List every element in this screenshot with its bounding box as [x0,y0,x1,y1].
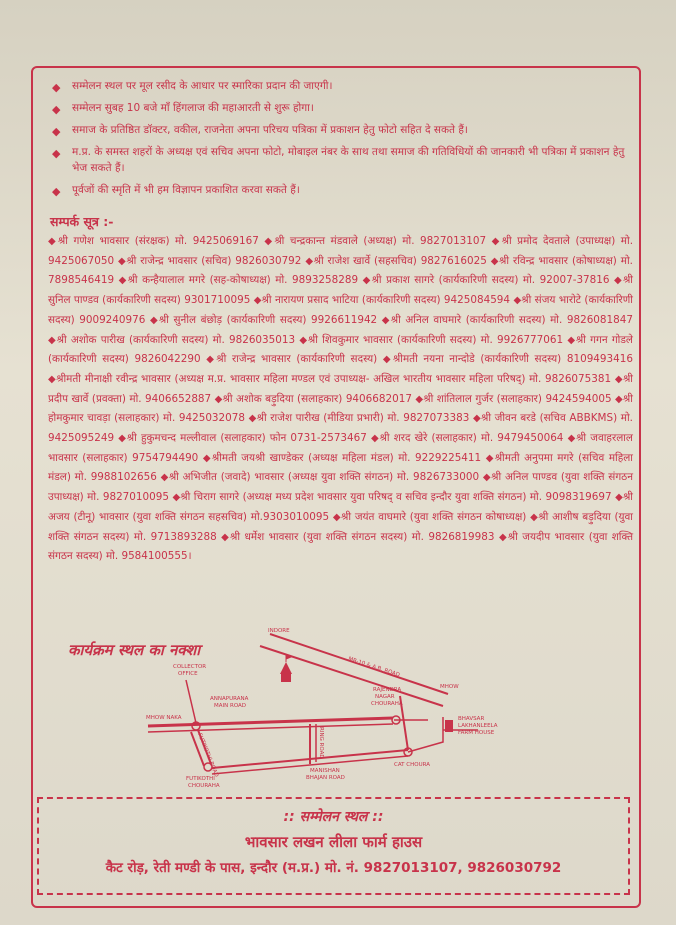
venue-name: भावसार लखन लीला फार्म हाउस [244,833,423,851]
diamond-bullet-icon: ◆ [48,373,57,385]
road-collector [186,680,196,723]
label-chouraha: CHOURAHA [371,701,403,707]
label-annapurna: ANNAPURANA [210,696,249,702]
contact-entry: श्री अनिल पाण्डव (युवा शक्ति संगठन उपाध्यक्ष) मो. 9827010095 [48,471,633,504]
contact-entry: श्री कन्हैयालाल मगरे (सह-कोषाध्यक्ष) मो. 9893258289 [127,274,359,287]
diamond-bullet-icon: ◆ [382,354,393,366]
label-bhavsar: BHAVSAR [458,716,485,722]
road-cat-farm [408,717,443,752]
contact-entry: श्री गगन गोडले (कार्यकारिणी सदस्य) 9826042290 [48,333,633,366]
diamond-bullet-icon: ◆ [490,255,500,267]
diamond-bullet-icon: ◆ [381,314,391,326]
contact-entry: श्री शरद खेरे (सलाहकार) मो. 9479450064 [379,432,564,445]
contact-entry: श्रीमती अनुपमा मगरे (सचिव महिला मंडल) मो. 9988102656 [48,451,633,484]
diamond-bullet-icon: ◆ [253,295,262,307]
diamond-bullet-icon: ◆ [221,531,230,543]
diamond-bullet-icon: ◆ [482,472,492,484]
contact-entry: श्री राजेश खार्वे (सहसचिव) 9827616025 [313,254,487,267]
diamond-bullet-icon: ◆ [305,255,314,267]
diamond-bullet-icon: ◆ [472,413,481,425]
notice-item [48,100,628,116]
diamond-bullet-icon: ◆ [118,433,127,445]
label-collector: COLLECTOR [173,664,207,670]
label-cat-choura: CAT CHOURA [394,762,430,768]
contact-entry: श्री अशोक पारीख (कार्यकारिणी सदस्य) मो. 9826035013 [56,333,296,346]
venue-heading: :: सम्मेलन स्थल :: [283,809,384,825]
label-farm-house: FARM HOUSE [458,730,495,736]
contact-entry: श्री जवाहरलाल भावसार (सलाहकार) 9754794490 [48,432,633,464]
label-futikothi: FUTIKOTHI [186,776,215,782]
contact-entry: श्री अजय (टीनू) भावसार (युवा शक्ति संगठन सहसचिव) मो.9303010095 [48,491,633,523]
contact-entry: श्री नारायण प्रसाद भाटिया (कार्यकारिणी सदस्य) 9425084594 [261,294,511,307]
contact-entry: श्री गणेश भावसार (संरक्षक) मो. 9425069167 [57,235,259,247]
diamond-bullet-icon: ◆ [362,275,372,287]
diamond-bullet-icon: ◆ [615,393,623,405]
contact-entry: श्री राजेन्द्र भावसार (कार्यकारिणी सदस्य) [216,353,378,366]
contact-entry: श्री जयंत वाघमारे (युवा शक्ति संगठन कोषाध्यक्ष) [341,510,527,523]
contact-entry: श्री चिराग सागरे (अध्यक्ष मध्य प्रदेश भावसार युवा परिषद् व सचिव इन्दौर युवा शक्ति संगठन) मो. 9098319697 [180,491,612,504]
label-indore: INDORE [268,628,290,634]
contact-entry: श्री चन्द्रकान्त मंडवाले (अध्यक्ष) मो. 9827013107 [274,235,487,247]
contact-entry: श्री हुकुमचन्द मल्लीवाल (सलाहकार) फोन 0731-2573467 [126,432,367,445]
diamond-bullet-icon: ◆ [118,275,128,287]
diamond-bullet-icon: ◆ [299,334,308,346]
diamond-bullet-icon: ◆ [52,81,61,94]
diamond-bullet-icon: ◆ [149,314,159,326]
contact-entry: श्रीमती जयश्री खाण्डेकर (अध्यक्ष महिला मंडल) मो. 9229225411 [211,451,482,464]
contact-entry: श्री रविन्द्र भावसार (कोषाध्यक्ष) मो. 7898546419 [48,254,633,287]
label-manishan: MANISHAN [310,768,340,774]
contact-entry: श्री आशीष बड़ुदिया (युवा शक्ति संगठन सदस्य) मो. 9713893288 [48,510,633,543]
diamond-bullet-icon: ◆ [513,295,522,307]
notice-item [48,122,628,138]
diamond-bullet-icon: ◆ [485,452,495,464]
notice-text: सम्मेलन स्थल पर मूल रसीद के आधार पर स्मारिका प्रदान की जाएगी। [72,80,333,92]
contact-entry: श्री धर्मेश भावसार (युवा शक्ति संगठन सदस्य) मो. 9826819983 [230,530,495,543]
venue-address: कैट रोड़, रेती मण्डी के पास, इन्दौर (म.प्र.) मो. नं. 9827013107, 9826030792 [105,860,562,876]
notice-item [48,144,628,176]
notice-item [48,182,628,198]
diamond-bullet-icon: ◆ [371,433,380,445]
label-futikothi-road: FUTIKOTHI ROAD [196,732,220,779]
diamond-bullet-icon: ◆ [118,255,127,267]
diamond-bullet-icon: ◆ [206,354,217,366]
notice-text: म.प्र. के समस्त शहरों के अध्यक्ष एवं सचिव अपना फोटो, मोबाइल नंबर के साथ तथा समाज की गतिविधियों की जानकारी भी पत्रिका में प्रकाशन हेतु भेज सकते हैं। [72,146,625,174]
label-nagar: NAGAR [375,694,395,700]
contact-entry: श्री अनिल वाघमारे (कार्यकारिणी सदस्य) मो. 9826081847 [390,313,633,326]
label-main-road: MAIN ROAD [214,703,247,709]
contact-entry: श्री प्रदीप खार्वे (प्रवक्ता) मो. 9406652887 [48,372,633,405]
contacts-paragraph [48,232,633,566]
diamond-bullet-icon: ◆ [567,433,577,445]
contact-entry: श्री शांतिलाल गुर्जर (सलाहकार) 9424594005 [423,392,612,405]
diamond-bullet-icon: ◆ [52,103,61,116]
contact-entry: श्री जयदीप भावसार (युवा शक्ति संगठन सदस्य) मो. 9584100555। [48,530,633,563]
contact-entry: श्री शिवकुमार भावसार (कार्यकारिणी सदस्य) मो. 9926777061 [307,333,564,346]
contact-entry: श्री सुनील बंछोड़ (कार्यकारिणी सदस्य) 9926611942 [158,313,378,326]
farm-house-marker [445,720,453,732]
diamond-bullet-icon: ◆ [248,413,257,425]
label-office: OFFICE [178,671,198,677]
diamond-bullet-icon: ◆ [52,147,61,160]
label-chouraha-2: CHOURAHA [188,783,220,789]
diamond-bullet-icon: ◆ [214,393,223,405]
diamond-bullet-icon: ◆ [615,492,623,504]
label-mhow-naka: MHOW NAKA [146,715,182,721]
diamond-bullet-icon: ◆ [614,275,623,287]
contact-entry: श्री प्रमोद देवताले (उपाध्यक्ष) मो. 9425067050 [48,235,633,267]
diamond-bullet-icon: ◆ [160,472,169,484]
label-bhajan-road: BHAJAN ROAD [306,775,345,781]
contact-entry: श्री सुनिल पाण्डव (कार्यकारिणी सदस्य) 9301710095 [48,274,634,307]
diamond-bullet-icon: ◆ [52,185,61,198]
label-rajendra: RAJENDRA [373,687,402,693]
diamond-bullet-icon: ◆ [614,373,623,385]
label-lakhanleela: LAKHANLEELA [458,723,498,729]
notice-text: पूर्वजों की स्मृति में भी हम विज्ञापन प्रकाशित करवा सकते हैं। [72,184,300,196]
contact-entry: श्री राजेन्द्र भावसार (सचिव) 9826030792 [126,254,302,267]
notice-item [48,78,628,94]
diamond-bullet-icon: ◆ [491,236,502,247]
contact-entry: श्री होमकुमार चावड़ा (सलाहकार) मो. 9425032078 [48,392,633,425]
diamond-bullet-icon: ◆ [48,334,57,346]
notices-list [48,78,628,204]
contact-entry: श्रीमती नयना नान्दोडे (कार्यकारिणी सदस्य) 8109493416 [392,353,633,366]
diamond-bullet-icon: ◆ [498,531,508,543]
map-title: कार्यक्रम स्थल का नक्शा [68,641,201,659]
contact-entry: श्री जीवन बरडे (सचिव ABBKMS) मो. 9425095249 [48,412,633,445]
diamond-bullet-icon: ◆ [48,236,58,247]
contact-entry: श्री राजेश पारीख (मीडिया प्रभारी) मो. 9827073383 [256,412,470,425]
notice-text: सम्मेलन सुबह 10 बजे माँ हिंगलाज की महाआरती से शुरू होगा। [72,102,314,114]
venue-map [48,622,628,797]
diamond-bullet-icon: ◆ [52,125,61,138]
contacts-heading: सम्पर्क सूत्र :- [50,214,114,229]
diamond-bullet-icon: ◆ [202,452,212,464]
notice-text: समाज के प्रतिष्ठित डॉक्टर, वकील, राजनेता अपना परिचय पत्रिका में प्रकाशन हेतु फोटो सहित दे सकते हैं। [72,124,468,136]
contact-entry: श्री संजय भारोटे (कार्यकारिणी सदस्य) 9009240976 [48,294,633,326]
venue-box [37,797,630,895]
contact-entry: श्री अशोक बड़ुदिया (सलाहकार) 9406682017 [222,392,412,405]
temple-icon [280,655,292,682]
contact-entry: श्रीमती मीनाक्षी रवीन्द्र भावसार (अध्यक्ष म.प्र. भावसार महिला मण्डल एवं उपाध्यक्ष- अखिल भारतीय भावसार महिला परिषद्) मो. 9826075381 [56,372,612,385]
label-mr10: MR-10 & A.B. ROAD [347,656,401,679]
diamond-bullet-icon: ◆ [264,236,275,247]
contact-entry: श्री अभिजीत (जवादे) भावसार (अध्यक्ष युवा शक्ति संगठन) मो. 9826733000 [168,471,480,484]
label-mhow-top: MHOW [440,684,459,690]
diamond-bullet-icon: ◆ [415,393,424,405]
contact-entry: श्री प्रकाश सागरे (कार्यकारिणी सदस्य) मो. 92007-37816 [371,274,610,287]
diamond-bullet-icon: ◆ [332,511,341,523]
diamond-bullet-icon: ◆ [530,511,539,523]
label-ring-road: RING ROAD [318,727,324,759]
diamond-bullet-icon: ◆ [567,334,576,346]
diamond-bullet-icon: ◆ [172,492,181,504]
